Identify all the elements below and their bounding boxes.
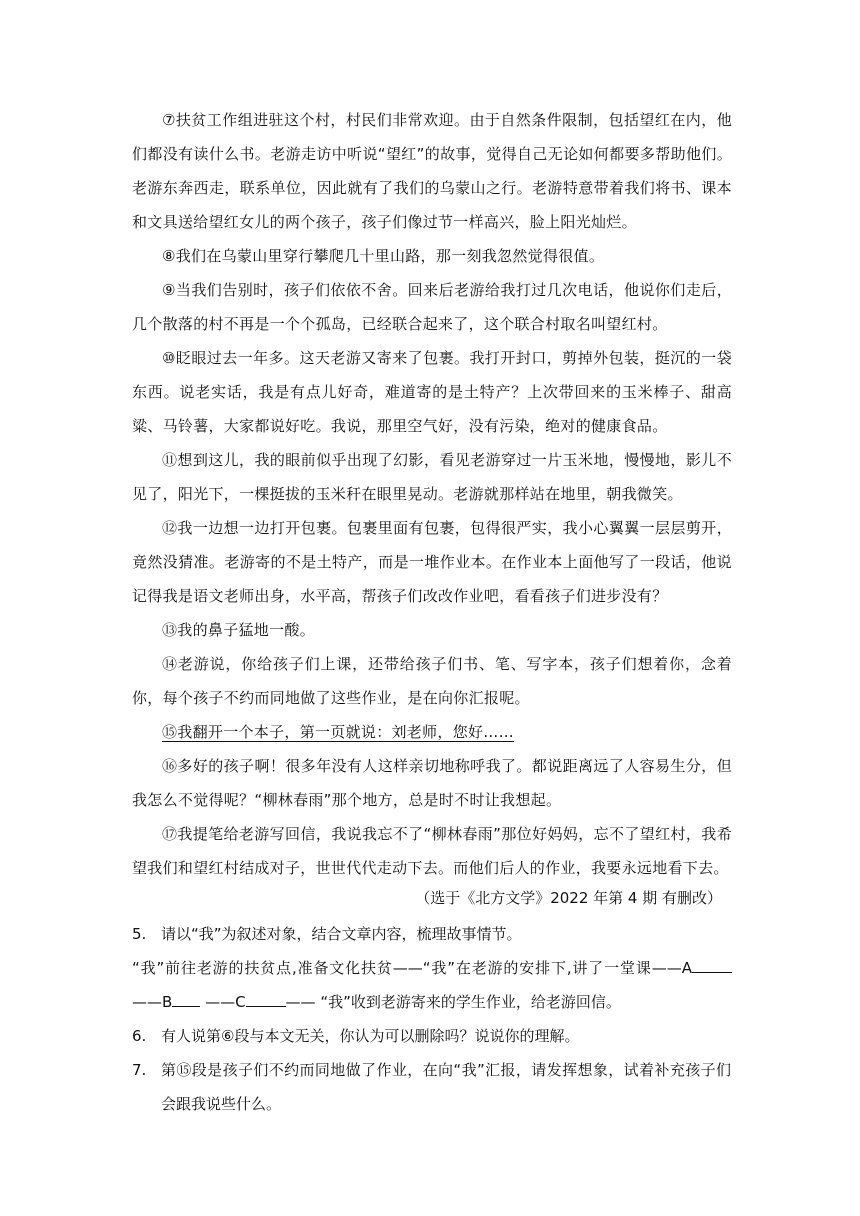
question-6: [132, 1019, 731, 1053]
paragraph-11: ⑪想到这儿，我的眼前似乎出现了幻影，看见老游穿过一片玉米地，慢慢地，影儿不见了，阳光下，一棵挺拔的玉米秆在眼里晃动。老游就那样站在地里，朝我微笑。: [132, 451, 732, 503]
paragraph-17: ⑰我提笔给老游写回信，我说我忘不了“柳林春雨”那位好妈妈，忘不了望红村，我希望我们和望红村结成对子，世世代代走动下去。而他们后人的作业，我要永远地看下去。: [132, 825, 732, 877]
question-5-text: 请以“我”为叙述对象，结合文章内容，梳理故事情节。: [161, 925, 522, 943]
blank-b[interactable]: [172, 990, 200, 1007]
paragraph-15: [132, 715, 732, 749]
plot-line-part-1: “我”前往老游的扶贫点,准备文化扶贫——“我”在老游的安排下,讲了一堂课——A: [132, 959, 692, 977]
question-7-text: 第⑮段是孩子们不约而同地做了作业，在向“我”汇报，请发挥想象，试着补充孩子们会跟我说些什么。: [161, 1061, 731, 1113]
blank-c[interactable]: [246, 990, 286, 1007]
question-5: [132, 917, 731, 951]
plot-line-part-4: —— “我”收到老游寄来的学生作业，给老游回信。: [285, 993, 621, 1011]
plot-line-part-3: ——C: [200, 993, 246, 1011]
paragraph-13: ⑬我的鼻子猛地一酸。: [162, 621, 316, 639]
question-6-number: 6.: [132, 1027, 147, 1045]
question-7: [132, 1053, 731, 1121]
paragraph-16: ⑯多好的孩子啊！很多年没有人这样亲切地称呼我了。都说距离远了人容易生分，但我怎么不觉得呢？“柳林春雨”那个地方，总是时不时让我想起。: [132, 757, 732, 809]
paragraph-7: ⑦扶贫工作组进驻这个村，村民们非常欢迎。由于自然条件限制，包括望红在内，他们都没有读什么书。老游走访中听说“望红”的故事，觉得自己无论如何都要多帮助他们。老游东奔西走，联系单位，因此就有了我们的乌蒙山之行。老游特意带着我们将书、课本和文具送给望红女儿的两个孩子，孩子们像过节一样高兴，脸上阳光灿烂。: [132, 111, 732, 231]
question-6-text: 有人说第⑥段与本文无关，你认为可以删除吗？说说你的理解。: [161, 1027, 580, 1045]
blank-a[interactable]: [692, 956, 732, 973]
source-citation: （选于《北方文学》2022 年第 4 期 有删改）: [415, 889, 722, 907]
paragraph-8: ⑧我们在乌蒙山里穿行攀爬几十里山路，那一刻我忽然觉得很值。: [162, 247, 605, 265]
plot-line-part-2: ——B: [132, 993, 173, 1011]
question-7-number: 7.: [132, 1061, 147, 1079]
paragraph-12: ⑫我一边想一边打开包裹。包裹里面有包裹，包得很严实，我小心翼翼一层层剪开，竟然没猜准。老游寄的不是土特产，而是一堆作业本。在作业本上面他写了一段话，他说记得我是语文老师出身，水平高，帮孩子们改改作业吧，看看孩子们进步没有？: [132, 519, 732, 605]
paragraph-15-text: ⑮我翻开一个本子，第一页就说：刘老师，您好……: [162, 723, 514, 741]
paragraph-9: ⑨当我们告别时，孩子们依依不舍。回来后老游给我打过几次电话，他说你们走后，几个散落的村不再是一个个孤岛，已经联合起来了，这个联合村取名叫望红村。: [132, 281, 732, 333]
paragraph-10: ⑩眨眼过去一年多。这天老游又寄来了包裹。我打开封口，剪掉外包装，挺沉的一袋东西。说老实话，我是有点儿好奇，难道寄的是土特产？上次带回来的玉米棒子、甜高粱、马铃薯，大家都说好吃。我说，那里空气好，没有污染，绝对的健康食品。: [132, 349, 732, 435]
question-5-plot-line: [132, 951, 732, 1019]
paragraph-14: ⑭老游说，你给孩子们上课，还带给孩子们书、笔、写字本，孩子们想着你，念着你，每个孩子不约而同地做了这些作业，是在向你汇报呢。: [132, 655, 732, 707]
question-5-number: 5.: [132, 925, 147, 943]
